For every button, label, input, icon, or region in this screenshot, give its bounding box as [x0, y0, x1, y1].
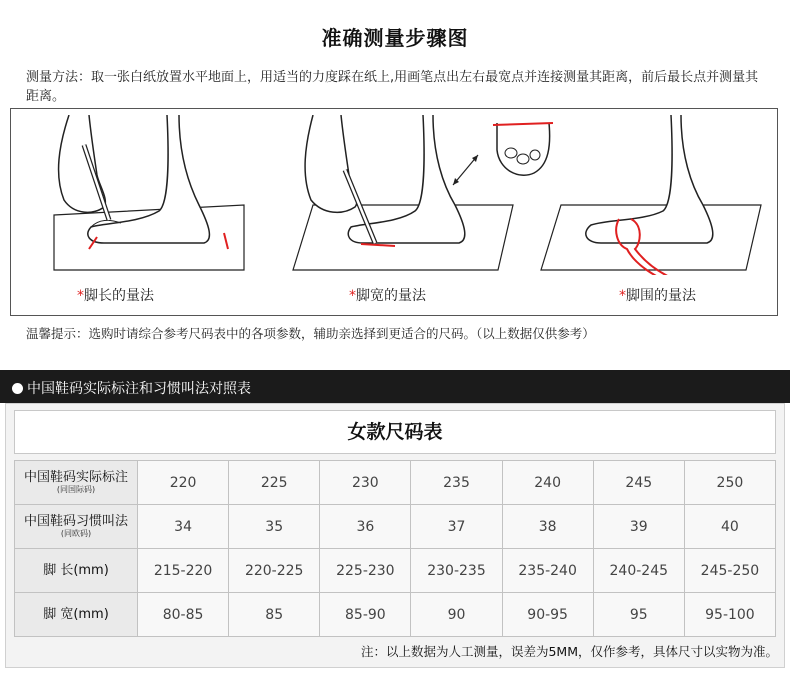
table-cell: 35	[229, 505, 320, 549]
foot-width-illustration	[283, 115, 523, 275]
row-header	[15, 549, 138, 593]
table-cell: 34	[138, 505, 229, 549]
table-cell: 95-100	[684, 593, 775, 637]
table-cell: 36	[320, 505, 411, 549]
row-header-sub: (同欧码)	[60, 529, 92, 538]
foot-length-caption: *脚长的量法	[77, 288, 154, 304]
table-cell: 245	[593, 461, 684, 505]
table-cell: 235	[411, 461, 502, 505]
table-cell: 230-235	[411, 549, 502, 593]
size-table-wrapper	[5, 403, 785, 668]
measure-method-text: 测量方法：取一张白纸放置水平地面上，用适当的力度踩在纸上,用画笔点出左右最宽点并连接测量其距离，前后最长点并测量其距离。	[26, 70, 759, 104]
row-header-sub: (同国际码)	[56, 485, 96, 494]
table-cell: 38	[502, 505, 593, 549]
table-row	[15, 593, 776, 637]
table-row	[15, 549, 776, 593]
table-cell: 225-230	[320, 549, 411, 593]
table-cell: 220	[138, 461, 229, 505]
table-row	[15, 461, 776, 505]
table-cell: 230	[320, 461, 411, 505]
row-header	[15, 505, 138, 549]
foot-girth-caption: *脚围的量法	[619, 288, 696, 304]
table-cell: 37	[411, 505, 502, 549]
table-cell: 90-95	[502, 593, 593, 637]
table-cell: 220-225	[229, 549, 320, 593]
table-cell: 215-220	[138, 549, 229, 593]
table-cell: 90	[411, 593, 502, 637]
table-cell: 225	[229, 461, 320, 505]
section-band	[0, 370, 790, 403]
table-row	[15, 505, 776, 549]
foot-width-caption: *脚宽的量法	[349, 288, 426, 304]
table-cell: 235-240	[502, 549, 593, 593]
section-title: 中国鞋码实际标注和习惯叫法对照表	[12, 378, 251, 398]
table-cell: 80-85	[138, 593, 229, 637]
row-header	[15, 593, 138, 637]
tip-text: 温馨提示：选购时请综合参考尺码表中的各项参数，辅助亲选择到更适合的尺码。（以上数据仅供参考）	[26, 326, 595, 341]
row-header-label: 脚 长(mm)	[43, 563, 109, 578]
row-header-label: 中国鞋码实际标注	[23, 470, 128, 485]
bullet-icon	[12, 383, 23, 394]
disclaimer-note: 注：以上数据为人工测量，误差为5MM，仅作参考，具体尺寸以实物为准。	[360, 644, 778, 659]
page-title: 准确测量步骤图	[321, 26, 469, 50]
table-cell: 250	[684, 461, 775, 505]
row-header-label: 脚 宽(mm)	[43, 607, 109, 622]
foot-girth-illustration	[531, 115, 771, 275]
table-cell: 40	[684, 505, 775, 549]
row-header-label: 中国鞋码习惯叫法	[23, 514, 128, 529]
measure-illustration-panel	[10, 108, 778, 316]
size-table-title: 女款尺码表	[14, 410, 776, 454]
table-cell: 240	[502, 461, 593, 505]
row-header	[15, 461, 138, 505]
table-cell: 39	[593, 505, 684, 549]
table-cell: 245-250	[684, 549, 775, 593]
table-cell: 85-90	[320, 593, 411, 637]
table-cell: 95	[593, 593, 684, 637]
table-cell: 240-245	[593, 549, 684, 593]
table-cell: 85	[229, 593, 320, 637]
size-table	[14, 460, 776, 637]
foot-length-illustration	[29, 115, 269, 275]
